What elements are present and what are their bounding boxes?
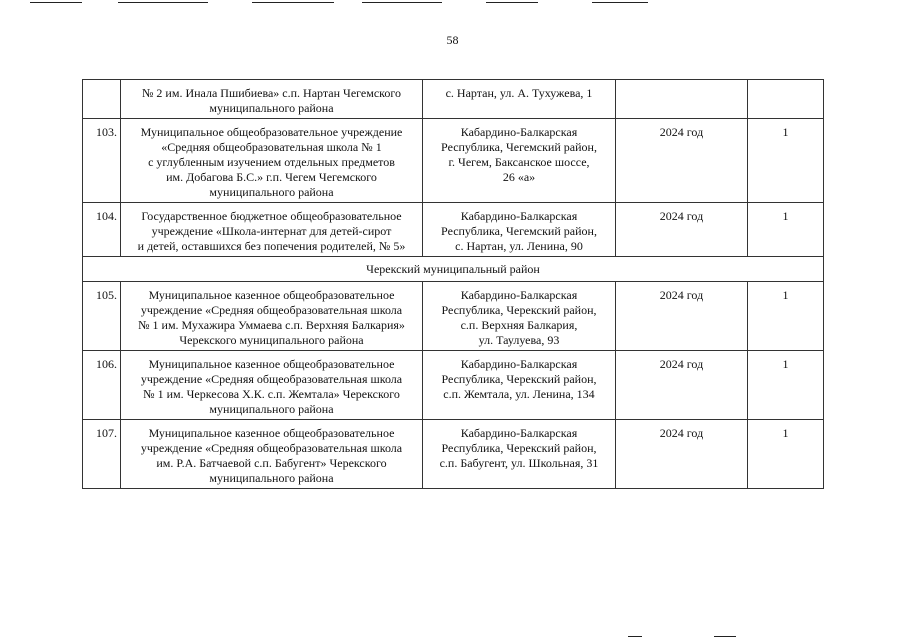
institution-address: Кабардино-Балкарская Республика, Черекский район, с.п. Жемтала, ул. Ленина, 134	[423, 351, 616, 420]
row-number: 105.	[83, 282, 121, 351]
target-year: 2024 год	[616, 203, 748, 257]
scan-mark-top-5	[486, 2, 538, 3]
section-title: Черекский муниципальный район	[83, 257, 824, 282]
target-year: 2024 год	[616, 119, 748, 203]
scan-mark-bottom-2	[714, 636, 736, 637]
object-count: 1	[748, 203, 824, 257]
row-number	[83, 80, 121, 119]
target-year: 2024 год	[616, 420, 748, 489]
page-number: 58	[446, 33, 459, 47]
target-year	[616, 80, 748, 119]
scan-mark-top-3	[252, 2, 334, 3]
object-count: 1	[748, 420, 824, 489]
scan-mark-top-4	[362, 2, 442, 3]
row-number: 103.	[83, 119, 121, 203]
scan-mark-top-1	[30, 2, 82, 3]
school-registry-table	[82, 79, 824, 489]
target-year: 2024 год	[616, 282, 748, 351]
target-year: 2024 год	[616, 351, 748, 420]
scan-mark-top-6	[592, 2, 648, 3]
institution-name: Государственное бюджетное общеобразовательное учреждение «Школа-интернат для детей-сирот и детей, оставшихся без попечения родителей, № 5»	[121, 203, 423, 257]
object-count	[748, 80, 824, 119]
row-number: 107.	[83, 420, 121, 489]
object-count: 1	[748, 282, 824, 351]
institution-address: Кабардино-Балкарская Республика, Чегемский район, с. Нартан, ул. Ленина, 90	[423, 203, 616, 257]
row-number: 104.	[83, 203, 121, 257]
institution-name: Муниципальное казенное общеобразовательное учреждение «Средняя общеобразовательная школа № 1 им. Черкесова Х.К. с.п. Жемтала» Черекского муниципального района	[121, 351, 423, 420]
institution-name: Муниципальное казенное общеобразовательное учреждение «Средняя общеобразовательная школа им. Р.А. Батчаевой с.п. Бабугент» Черекского муниципального района	[121, 420, 423, 489]
section-row	[83, 257, 824, 282]
institution-name: Муниципальное казенное общеобразовательное учреждение «Средняя общеобразовательная школа № 1 им. Мухажира Уммаева с.п. Верхняя Балкария» Черекского муниципального района	[121, 282, 423, 351]
scan-mark-bottom-1	[628, 636, 642, 637]
object-count: 1	[748, 351, 824, 420]
registry-body	[83, 80, 824, 489]
scan-mark-top-2	[118, 2, 208, 3]
table-row	[83, 203, 824, 257]
institution-address: с. Нартан, ул. А. Тухужева, 1	[423, 80, 616, 119]
object-count: 1	[748, 119, 824, 203]
institution-address: Кабардино-Балкарская Республика, Чегемский район, г. Чегем, Баксанское шоссе, 26 «а»	[423, 119, 616, 203]
table-row	[83, 119, 824, 203]
table-row	[83, 420, 824, 489]
institution-address: Кабардино-Балкарская Республика, Черекский район, с.п. Бабугент, ул. Школьная, 31	[423, 420, 616, 489]
institution-name: Муниципальное общеобразовательное учреждение «Средняя общеобразовательная школа № 1 с углубленным изучением отдельных предметов им. Добагова Б.С.» г.п. Чегем Чегемского муниципального района	[121, 119, 423, 203]
table-row	[83, 351, 824, 420]
institution-name: № 2 им. Инала Пшибиева» с.п. Нартан Чегемского муниципального района	[121, 80, 423, 119]
row-number: 106.	[83, 351, 121, 420]
table-row	[83, 282, 824, 351]
table-row	[83, 80, 824, 119]
institution-address: Кабардино-Балкарская Республика, Черекский район, с.п. Верхняя Балкария, ул. Таулуева, 93	[423, 282, 616, 351]
